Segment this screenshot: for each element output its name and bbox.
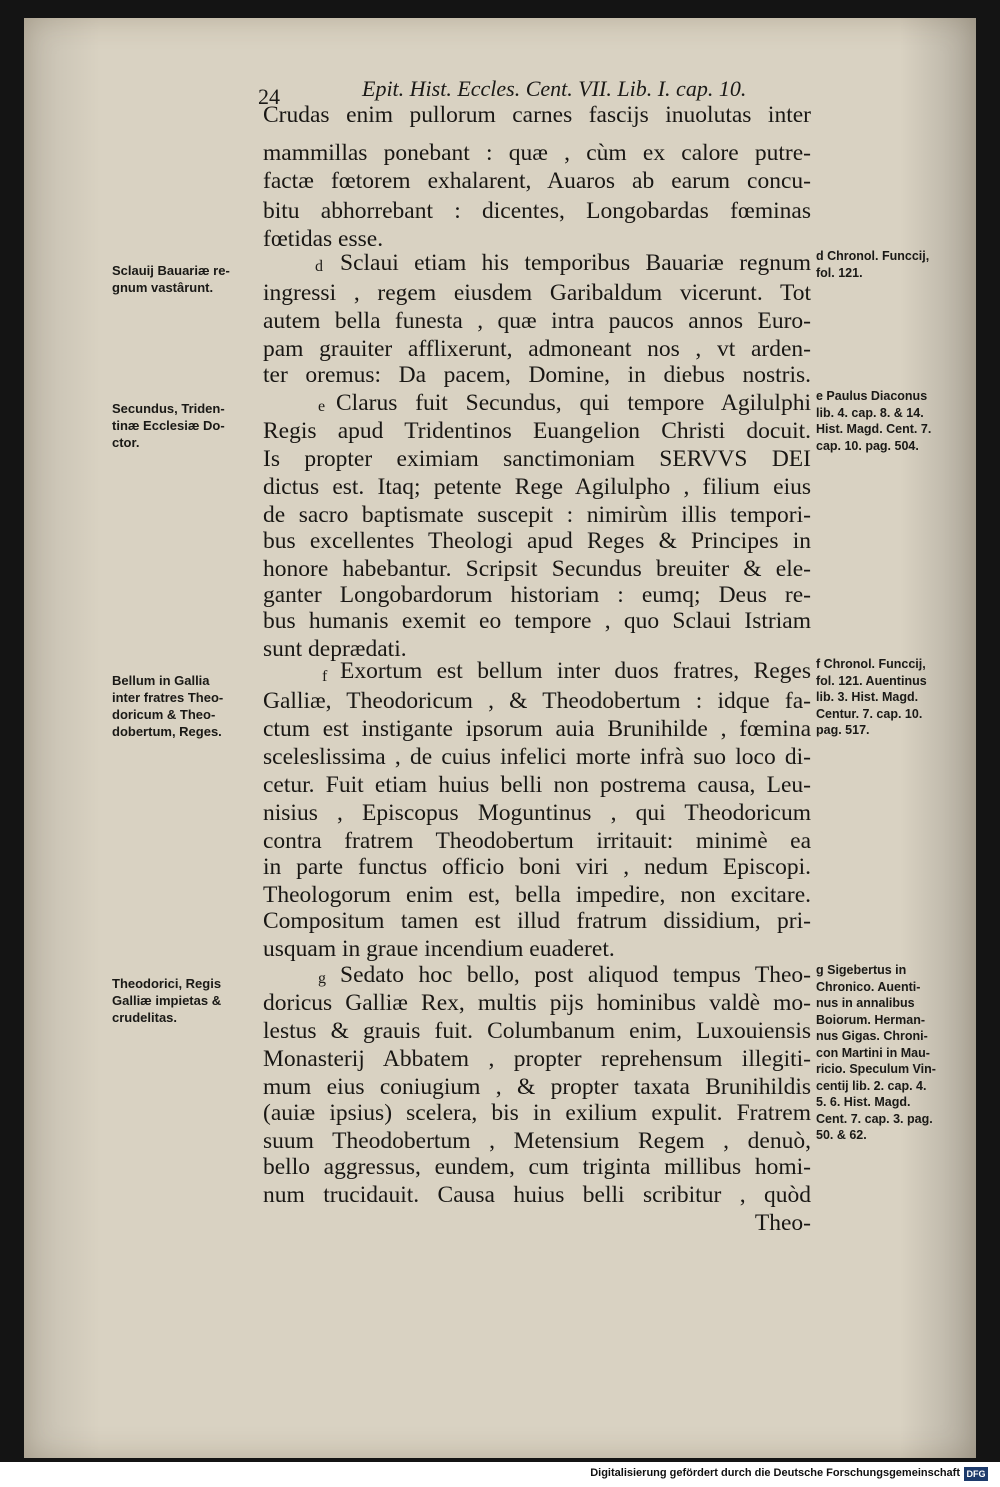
reference-line: fol. 121. Auentinus (816, 673, 927, 688)
text-line: mammillas ponebant : quæ , cùm ex calore putre- (263, 140, 811, 166)
side-note (112, 672, 262, 740)
text-line: bitu abhorrebant : dicentes, Longobardas fœminas (263, 198, 811, 224)
text-line: lestus & grauis fuit. Columbanum enim, Luxouiensis (263, 1018, 811, 1044)
text-line: num trucidauit. Causa huius belli scribitur , quòd (263, 1182, 811, 1208)
reference-line: centij lib. 2. cap. 4. (816, 1078, 927, 1093)
text-line: Galliæ, Theodoricum , & Theodobertum : idque fa- (263, 688, 811, 714)
side-note-line: Secundus, Triden- (112, 401, 225, 416)
side-note-line: inter fratres Theo- (112, 690, 224, 705)
reference-line: con Martini in Mau- (816, 1045, 930, 1060)
text-line: Sclaui etiam his temporibus Bauariæ regnum (340, 250, 811, 276)
side-note-line: Bellum in Gallia (112, 673, 210, 688)
text-line: honore habebantur. Scripsit Secundus breuiter & ele- (263, 556, 811, 582)
running-title: Epit. Hist. Eccles. Cent. VII. Lib. I. cap. 10. (362, 76, 747, 101)
text-line: contra fratrem Theodobertum irritauit: minimè ea (263, 828, 811, 854)
text-line: Sedato hoc bello, post aliquod tempus Theo- (340, 962, 811, 988)
text-line: nisius , Episcopus Moguntinus , qui Theodoricum (263, 800, 811, 826)
text-line: ganter Longobardorum historiam : eumq; Deus re- (263, 582, 811, 608)
reference-note (816, 248, 966, 281)
footer-bar (0, 1462, 1000, 1487)
reference-line: 50. & 62. (816, 1128, 867, 1142)
text-line: Theologorum enim est, bella impedire, non excitare. (263, 882, 811, 908)
reference-line: e Paulus Diaconus (816, 389, 928, 403)
side-note (112, 262, 262, 296)
reference-note (816, 962, 966, 1144)
text-line: (auiæ ipsius) scelera, bis in exilium expulit. Fratrem (263, 1100, 811, 1126)
reference-line: nus Gigas. Chroni- (816, 1029, 928, 1043)
reference-line: 5. 6. Hist. Magd. (816, 1095, 911, 1109)
text-line: bus humanis exemit eo tempore , quo Sclaui Istriam (263, 608, 811, 634)
reference-line: Centur. 7. cap. 10. (816, 706, 923, 721)
text-line: Is propter eximiam sanctimoniam SERVVS DEI (263, 446, 811, 472)
side-note-line: gnum vastârunt. (112, 280, 214, 295)
side-note-line: Sclauij Bauariæ re- (112, 263, 230, 278)
text-line: usquam in graue incendium euaderet. (263, 936, 615, 962)
text-line: Exortum est bellum inter duos fratres, Reges (340, 658, 811, 684)
reference-line: lib. 3. Hist. Magd. (816, 690, 919, 704)
text-line: ctum est instigante ipsorum auia Brunihilde , fœmina (263, 716, 811, 742)
paragraph-marker: g (318, 970, 326, 987)
side-note-line: ctor. (112, 435, 140, 450)
reference-line: cap. 10. pag. 504. (816, 438, 919, 453)
text-line: Clarus fuit Secundus, qui tempore Agilulphi (336, 390, 811, 416)
paragraph-marker: f (322, 668, 328, 685)
text-line: sunt deprædati. (263, 636, 407, 662)
text-line: Crudas enim pullorum carnes fascijs inuolutas inter (263, 102, 811, 128)
text-line: ingressi , regem eiusdem Garibaldum vicerunt. Tot (263, 280, 811, 306)
text-line: Compositum tamen est illud fratrum dissidium, pri- (263, 908, 811, 934)
text-line: suum Theodobertum , Metensium Regem , denuò, (263, 1128, 811, 1154)
side-note-line: doricum & Theo- (112, 707, 216, 722)
funding-credit: Digitalisierung gefördert durch die Deutsche Forschungsgemeinschaft (590, 1467, 960, 1479)
reference-line: g Sigebertus in (816, 963, 907, 977)
reference-line: Boiorum. Herman- (816, 1012, 926, 1027)
paragraph-marker: e (318, 398, 326, 415)
reference-line: Chronico. Auenti- (816, 979, 921, 994)
text-line: doricus Galliæ Rex, multis pijs hominibus valdè mo- (263, 990, 811, 1016)
reference-line: d Chronol. Funccij, (816, 249, 930, 263)
reference-line: fol. 121. (816, 265, 863, 280)
text-line: pam grauiter afflixerunt, admoneant nos , vt arden- (263, 336, 811, 362)
text-line: de sacro baptismate suscepit : nimirùm illis tempori- (263, 502, 811, 528)
text-line: factæ fœtorem exhalarent, Auaros ab earum concu- (263, 168, 811, 194)
reference-line: pag. 517. (816, 723, 870, 737)
side-note (112, 975, 262, 1026)
reference-note (816, 388, 966, 454)
text-line: fœtidas esse. (263, 226, 384, 252)
text-line: Monasterij Abbatem , propter reprehensum illegiti- (263, 1046, 811, 1072)
side-note-line: Theodorici, Regis (112, 976, 222, 991)
reference-line: Hist. Magd. Cent. 7. (816, 422, 932, 436)
text-line: bus excellentes Theologi apud Reges & Principes in (263, 528, 811, 554)
text-line: sceleslissima , de cuius infelici morte infrà suo loco di- (263, 744, 811, 770)
reference-line: nus in annalibus (816, 996, 915, 1010)
page-number: 24 (258, 84, 280, 109)
reference-note (816, 656, 966, 739)
reference-line: lib. 4. cap. 8. & 14. (816, 405, 924, 420)
text-line: ter oremus: Da pacem, Domine, in diebus nostris. (263, 362, 811, 388)
catchword: Theo- (754, 1210, 811, 1236)
reference-line: Cent. 7. cap. 3. pag. (816, 1111, 933, 1126)
text-line: autem bella funesta , quæ intra paucos annos Euro- (263, 308, 811, 334)
text-line: cetur. Fuit etiam huius belli non postrema causa, Leu- (263, 772, 811, 798)
text-line: mum eius coniugium , & propter taxata Brunihildis (263, 1074, 811, 1100)
side-note-line: dobertum, Reges. (112, 724, 222, 739)
side-note-line: Galliæ impietas & (112, 993, 222, 1008)
paragraph-marker: d (315, 258, 323, 275)
reference-line: f Chronol. Funccij, (816, 657, 926, 671)
side-note (112, 400, 262, 451)
text-line: Regis apud Tridentinos Euangelion Christi docuit. (263, 418, 811, 444)
side-note-line: tinæ Ecclesiæ Do- (112, 418, 225, 433)
text-line: dictus est. Itaq; petente Rege Agilulpho , filium eius (263, 474, 811, 500)
side-note-line: crudelitas. (112, 1010, 178, 1025)
text-line: in parte functus officio boni viri , nedum Episcopi. (263, 854, 811, 880)
dfg-logo-icon: DFG (964, 1467, 988, 1481)
text-line: bello aggressus, eundem, cum triginta millibus homi- (263, 1154, 811, 1180)
reference-line: ricio. Speculum Vin- (816, 1062, 936, 1076)
